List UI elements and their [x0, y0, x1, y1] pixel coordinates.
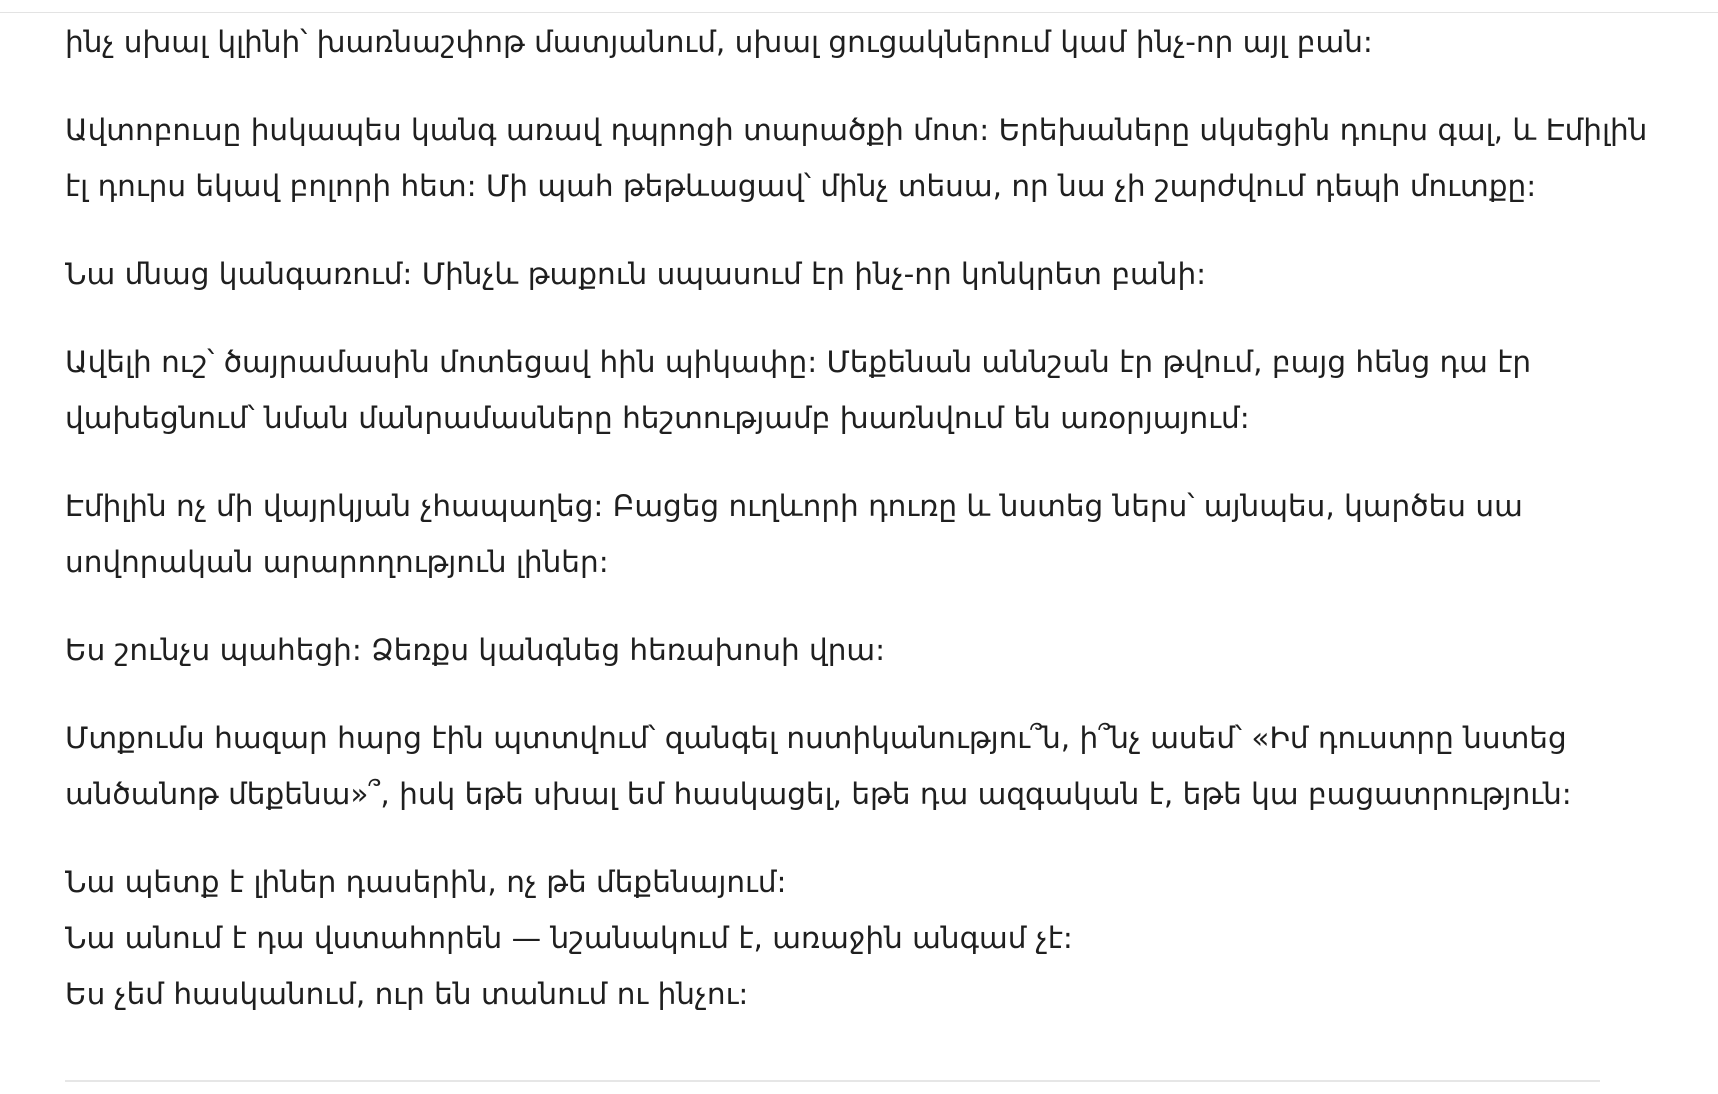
paragraph-1 — [65, 14, 1665, 70]
paragraph-7-line-1: Մտքումս հազար հարց էին պտտվում՝ զանգել ոստիկանությու՞ն, ի՞նչ ասեմ՝ «Իմ դուստրը նստեց — [65, 721, 1567, 755]
closing-line-3: Ես չեմ հասկանում, ուր են տանում ու ինչու: — [65, 977, 749, 1011]
bottom-divider — [65, 1080, 1600, 1082]
closing-line-2: Նա անում է դա վստահորեն — նշանակում է, առաջին անգամ չէ: — [65, 921, 1073, 955]
top-divider — [0, 12, 1718, 13]
paragraph-7 — [65, 710, 1665, 822]
paragraph-6-line-1: Ես շունչս պահեցի: Ձեռքս կանգնեց հեռախոսի վրա: — [65, 633, 886, 667]
paragraph-4 — [65, 334, 1665, 446]
paragraph-2-line-1: Ավտոբուսը իսկապես կանգ առավ դպրոցի տարածքի մոտ: Երեխաները սկսեցին դուրս գալ, և Էմիլին — [65, 113, 1648, 147]
paragraph-1-line-1: ինչ սխալ կլինի՝ խառնաշփոթ մատյանում, սխալ ցուցակներում կամ ինչ-որ այլ բան: — [65, 25, 1373, 59]
paragraph-2 — [65, 102, 1665, 214]
paragraph-4-line-2: վախեցնում՝ նման մանրամասները հեշտությամբ խառնվում են առօրյայում: — [65, 401, 1250, 435]
paragraph-2-line-2: էլ դուրս եկավ բոլորի հետ: Մի պահ թեթևացավ՝ մինչ տեսա, որ նա չի շարժվում դեպի մուտքը: — [65, 169, 1537, 203]
paragraph-5 — [65, 478, 1665, 590]
closing-paragraph — [65, 854, 1665, 1022]
paragraph-5-line-2: սովորական արարողություն լիներ: — [65, 545, 609, 579]
paragraph-3-line-1: Նա մնաց կանգառում: Մինչև թաքուն սպասում էր ինչ-որ կոնկրետ բանի: — [65, 257, 1207, 291]
paragraph-5-line-1: Էմիլին ոչ մի վայրկյան չհապաղեց: Բացեց ուղևորի դուռը և նստեց ներս՝ այնպես, կարծես սա — [65, 489, 1523, 523]
paragraph-6 — [65, 622, 1665, 678]
closing-line-1: Նա պետք է լիներ դասերին, ոչ թե մեքենայում: — [65, 865, 787, 899]
paragraph-7-line-2: անծանոթ մեքենա»՞, իսկ եթե սխալ եմ հասկացել, եթե դա ազգական է, եթե կա բացատրություն: — [65, 777, 1572, 811]
paragraph-4-line-1: Ավելի ուշ՝ ծայրամասին մոտեցավ հին պիկափը: Մեքենան աննշան էր թվում, բայց հենց դա էր — [65, 345, 1532, 379]
paragraph-3 — [65, 246, 1665, 302]
article-body — [65, 14, 1665, 1022]
